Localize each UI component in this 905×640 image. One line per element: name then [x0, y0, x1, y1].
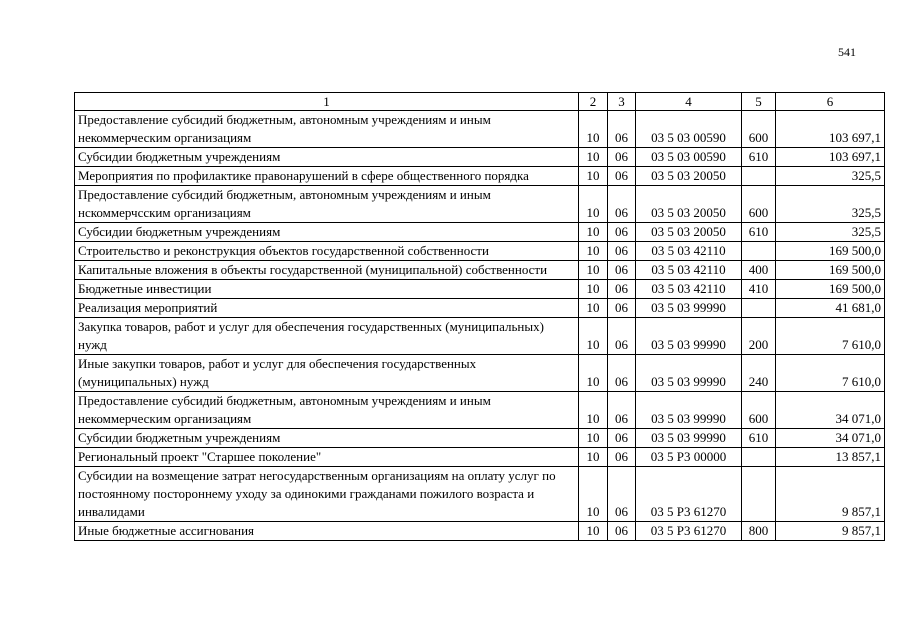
row-name: Предоставление субсидий бюджетным, автономным учреждениям и иным некоммерческим организациям — [75, 111, 579, 148]
row-amount: 325,5 — [776, 167, 885, 186]
row-expense-type: 400 — [742, 261, 776, 280]
row-amount: 34 071,0 — [776, 429, 885, 448]
header-col-1: 1 — [75, 93, 579, 111]
header-col-5: 5 — [742, 93, 776, 111]
row-expense-type — [742, 242, 776, 261]
row-name: Субсидии бюджетным учреждениям — [75, 148, 579, 167]
row-expense-type: 410 — [742, 280, 776, 299]
row-section: 10 — [579, 392, 608, 429]
row-expense-type: 610 — [742, 429, 776, 448]
table-row — [75, 261, 885, 280]
row-name: Предоставление субсидий бюджетным, автономным учреждениям и иным некоммерческим организациям — [75, 392, 579, 429]
row-name: Субсидии бюджетным учреждениям — [75, 429, 579, 448]
row-name: Строительство и реконструкция объектов государственной собственности — [75, 242, 579, 261]
row-amount: 7 610,0 — [776, 355, 885, 392]
header-col-3: 3 — [608, 93, 636, 111]
row-amount: 34 071,0 — [776, 392, 885, 429]
row-target-article: 03 5 03 00590 — [636, 148, 742, 167]
row-amount: 325,5 — [776, 186, 885, 223]
row-amount: 9 857,1 — [776, 467, 885, 522]
table-header-row — [75, 93, 885, 111]
row-target-article: 03 5 03 42110 — [636, 242, 742, 261]
row-section: 10 — [579, 167, 608, 186]
row-amount: 9 857,1 — [776, 522, 885, 541]
row-target-article: 03 5 03 99990 — [636, 392, 742, 429]
row-target-article: 03 5 03 42110 — [636, 280, 742, 299]
header-col-4: 4 — [636, 93, 742, 111]
row-expense-type — [742, 299, 776, 318]
row-target-article: 03 5 P3 00000 — [636, 448, 742, 467]
row-target-article: 03 5 03 99990 — [636, 355, 742, 392]
row-expense-type — [742, 467, 776, 522]
header-col-6: 6 — [776, 93, 885, 111]
row-section: 10 — [579, 355, 608, 392]
row-section: 10 — [579, 261, 608, 280]
row-name: Региональный проект "Старшее поколение" — [75, 448, 579, 467]
row-amount: 103 697,1 — [776, 111, 885, 148]
page-number: 541 — [838, 45, 856, 59]
row-section: 10 — [579, 242, 608, 261]
row-expense-type: 240 — [742, 355, 776, 392]
row-section: 10 — [579, 148, 608, 167]
row-subsection: 06 — [608, 148, 636, 167]
row-subsection: 06 — [608, 392, 636, 429]
table-row — [75, 355, 885, 392]
row-expense-type: 600 — [742, 392, 776, 429]
table-row — [75, 242, 885, 261]
table-row — [75, 280, 885, 299]
row-target-article: 03 5 P3 61270 — [636, 522, 742, 541]
row-section: 10 — [579, 299, 608, 318]
row-amount: 13 857,1 — [776, 448, 885, 467]
row-section: 10 — [579, 318, 608, 355]
table-row — [75, 448, 885, 467]
row-subsection: 06 — [608, 223, 636, 242]
row-name: Бюджетные инвестиции — [75, 280, 579, 299]
budget-table — [74, 92, 885, 541]
row-name: Иные закупки товаров, работ и услуг для обеспечения государственных (муниципальных) нужд — [75, 355, 579, 392]
table-row — [75, 167, 885, 186]
row-target-article: 03 5 03 99990 — [636, 429, 742, 448]
row-expense-type: 600 — [742, 186, 776, 223]
row-target-article: 03 5 03 00590 — [636, 111, 742, 148]
table-row — [75, 111, 885, 148]
table-body — [75, 111, 885, 541]
row-name: Реализация мероприятий — [75, 299, 579, 318]
row-target-article: 03 5 03 20050 — [636, 167, 742, 186]
row-subsection: 06 — [608, 467, 636, 522]
row-section: 10 — [579, 448, 608, 467]
row-amount: 103 697,1 — [776, 148, 885, 167]
row-subsection: 06 — [608, 429, 636, 448]
row-name: Субсидии бюджетным учреждениям — [75, 223, 579, 242]
table-row — [75, 429, 885, 448]
row-section: 10 — [579, 111, 608, 148]
table-row — [75, 467, 885, 522]
row-amount: 41 681,0 — [776, 299, 885, 318]
row-target-article: 03 5 P3 61270 — [636, 467, 742, 522]
row-target-article: 03 5 03 99990 — [636, 299, 742, 318]
row-subsection: 06 — [608, 318, 636, 355]
table-row — [75, 522, 885, 541]
row-subsection: 06 — [608, 299, 636, 318]
row-expense-type: 610 — [742, 148, 776, 167]
row-expense-type: 200 — [742, 318, 776, 355]
table-row — [75, 318, 885, 355]
row-name: Предоставление субсидий бюджетным, автономным учреждениям и иным нскоммерчсским организациям — [75, 186, 579, 223]
row-section: 10 — [579, 522, 608, 541]
row-name: Субсидии на возмещение затрат негосударственным организациям на оплату услуг по постоянному постороннему уходу за одинокими гражданами пожилого возраста и инвалидами — [75, 467, 579, 522]
row-section: 10 — [579, 467, 608, 522]
row-subsection: 06 — [608, 522, 636, 541]
row-expense-type — [742, 448, 776, 467]
row-section: 10 — [579, 280, 608, 299]
row-target-article: 03 5 03 99990 — [636, 318, 742, 355]
header-col-2: 2 — [579, 93, 608, 111]
row-subsection: 06 — [608, 261, 636, 280]
row-subsection: 06 — [608, 186, 636, 223]
row-name: Иные бюджетные ассигнования — [75, 522, 579, 541]
row-subsection: 06 — [608, 111, 636, 148]
row-section: 10 — [579, 186, 608, 223]
table-row — [75, 299, 885, 318]
row-amount: 7 610,0 — [776, 318, 885, 355]
row-amount: 169 500,0 — [776, 242, 885, 261]
row-subsection: 06 — [608, 355, 636, 392]
row-subsection: 06 — [608, 448, 636, 467]
table-row — [75, 392, 885, 429]
row-target-article: 03 5 03 20050 — [636, 186, 742, 223]
row-expense-type: 600 — [742, 111, 776, 148]
row-expense-type — [742, 167, 776, 186]
row-name: Капитальные вложения в объекты государственной (муниципальной) собственности — [75, 261, 579, 280]
row-amount: 325,5 — [776, 223, 885, 242]
row-subsection: 06 — [608, 167, 636, 186]
row-target-article: 03 5 03 42110 — [636, 261, 742, 280]
row-subsection: 06 — [608, 242, 636, 261]
row-subsection: 06 — [608, 280, 636, 299]
row-section: 10 — [579, 429, 608, 448]
row-name: Закупка товаров, работ и услуг для обеспечения государственных (муниципальных) нужд — [75, 318, 579, 355]
table-row — [75, 223, 885, 242]
row-section: 10 — [579, 223, 608, 242]
table-row — [75, 186, 885, 223]
row-amount: 169 500,0 — [776, 261, 885, 280]
row-expense-type: 800 — [742, 522, 776, 541]
row-name: Мероприятия по профилактике правонарушений в сфере общественного порядка — [75, 167, 579, 186]
row-target-article: 03 5 03 20050 — [636, 223, 742, 242]
table-row — [75, 148, 885, 167]
row-expense-type: 610 — [742, 223, 776, 242]
row-amount: 169 500,0 — [776, 280, 885, 299]
